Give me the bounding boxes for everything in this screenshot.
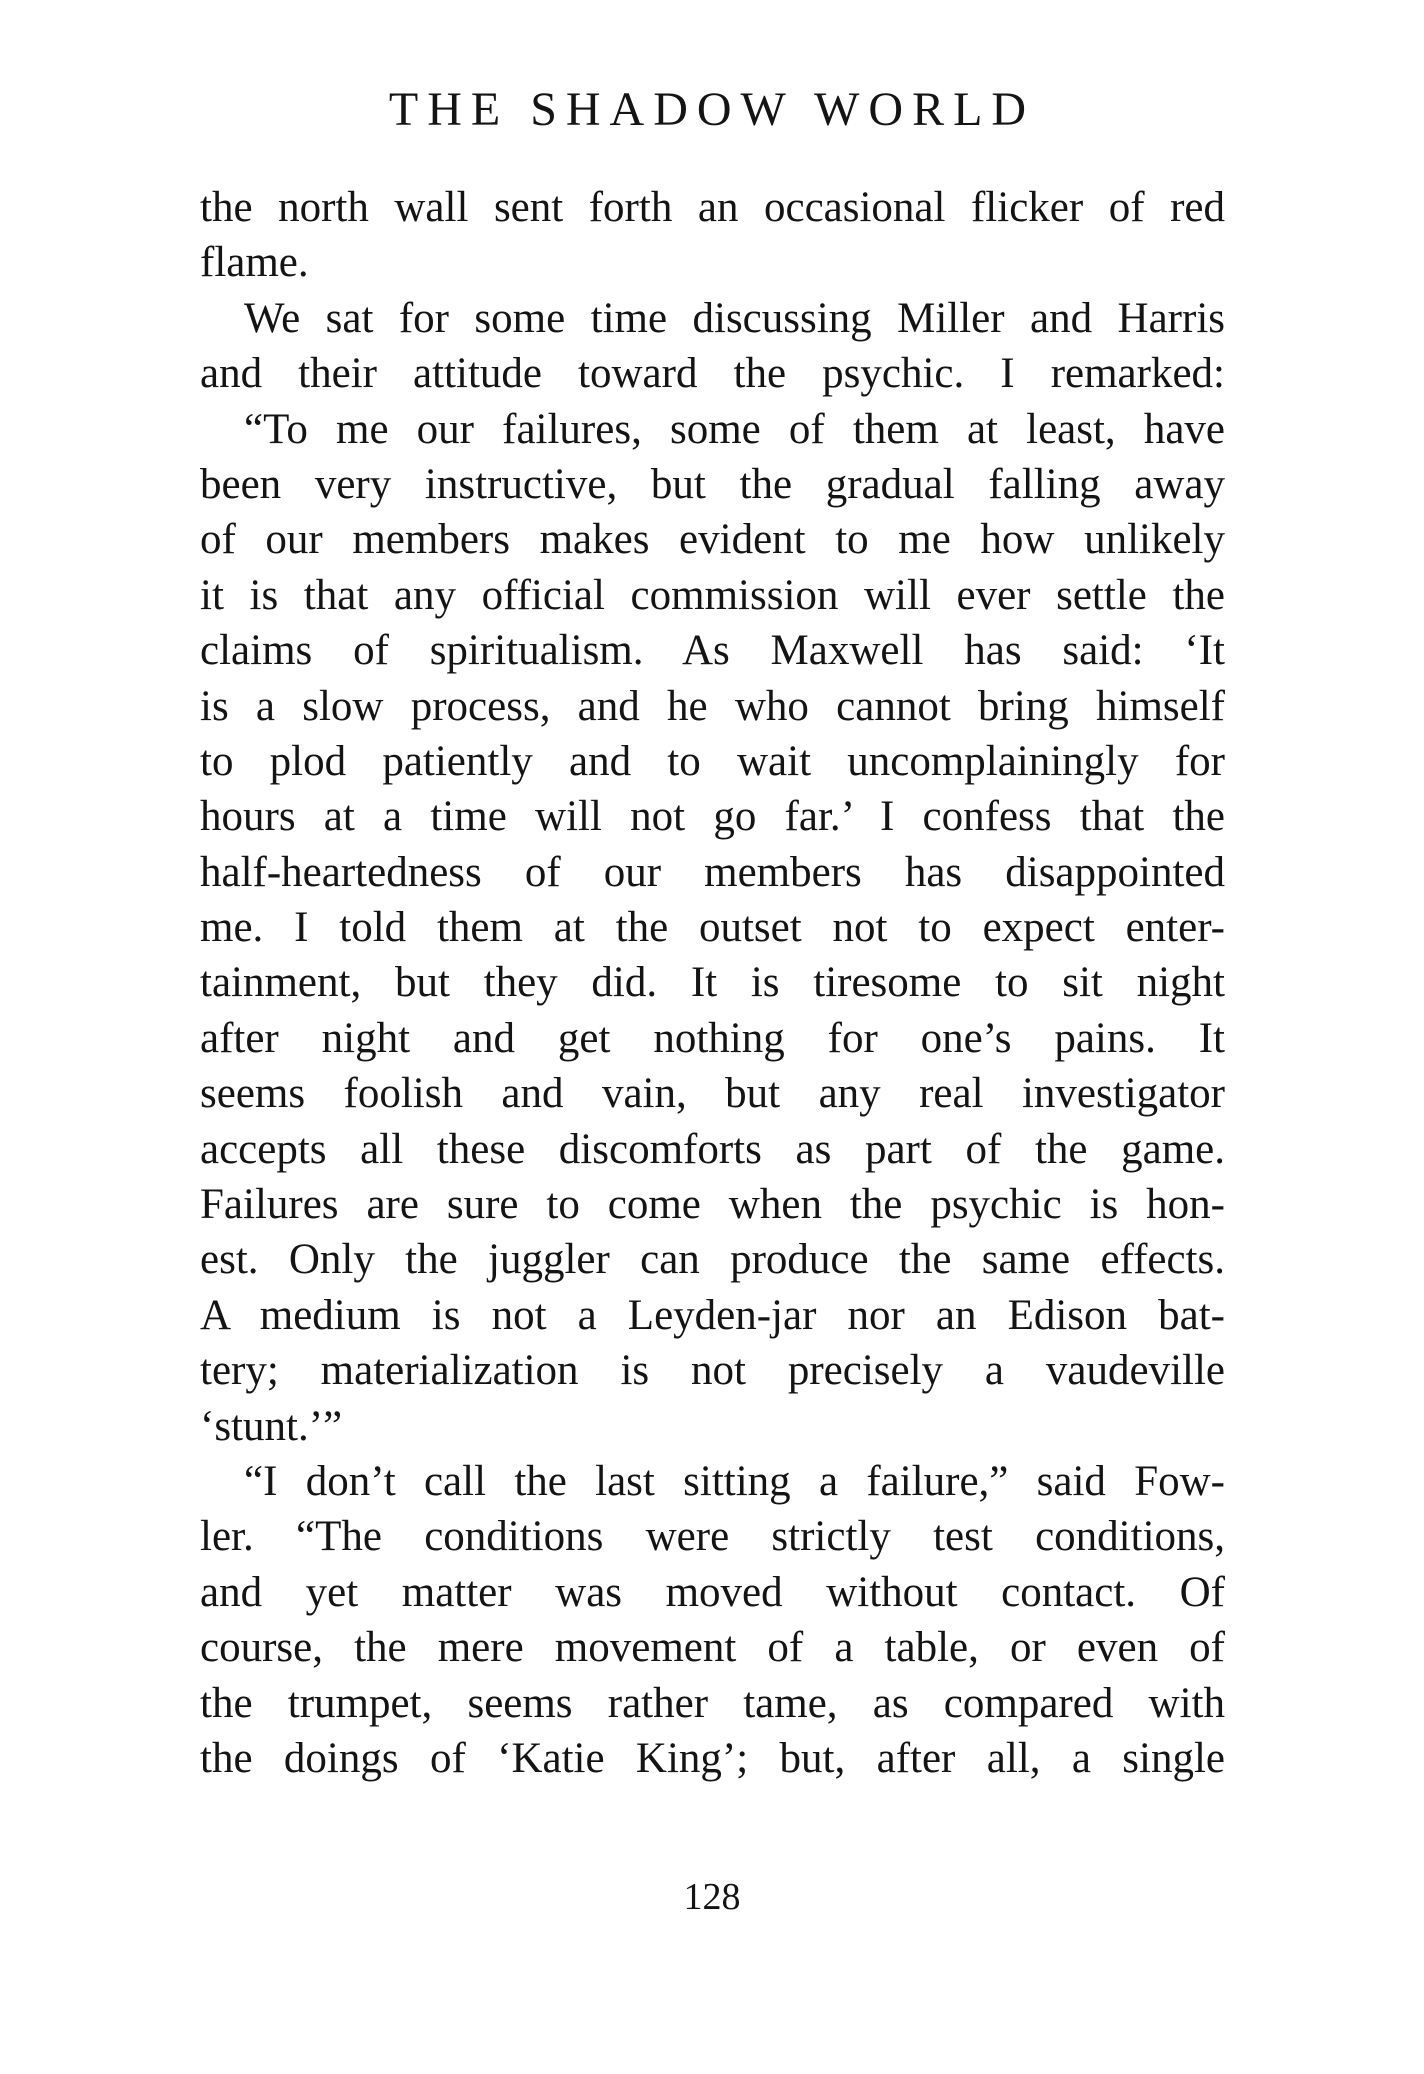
body-text	[200, 180, 1225, 1786]
text-line: “To me our failures, some of them at least, have	[244, 405, 1225, 453]
text-line: and their attitude toward the psychic. I remarked:	[200, 350, 1225, 398]
text-line: “I don’t call the last sitting a failure,” said Fow-	[244, 1457, 1225, 1505]
text-line: claims of spiritualism. As Maxwell has said: ‘It	[200, 627, 1225, 675]
text-line: the north wall sent forth an occasional flicker of red	[200, 184, 1225, 231]
text-line: after night and get nothing for one’s pains. It	[200, 1014, 1225, 1062]
text-line: hours at a time will not go far.’ I confess that the	[200, 793, 1225, 841]
text-line: ler. “The conditions were strictly test conditions,	[200, 1513, 1225, 1561]
text-line: of our members makes evident to me how unlikely	[200, 516, 1225, 564]
text-line: course, the mere movement of a table, or even of	[200, 1624, 1225, 1672]
text-line: accepts all these discomforts as part of the game.	[200, 1125, 1225, 1173]
text-line: is a slow process, and he who cannot bring himself	[200, 682, 1225, 730]
text-line: tery; materialization is not precisely a vaudeville	[200, 1347, 1225, 1395]
text-line: flame.	[200, 239, 309, 287]
text-line: the trumpet, seems rather tame, as compared with	[200, 1679, 1225, 1727]
text-line: been very instructive, but the gradual falling away	[200, 460, 1225, 508]
text-line: tainment, but they did. It is tiresome to sit night	[200, 959, 1225, 1007]
text-line: A medium is not a Leyden-jar nor an Edison bat-	[200, 1291, 1225, 1339]
text-line: Failures are sure to come when the psychic is hon-	[200, 1181, 1225, 1229]
text-line: to plod patiently and to wait uncomplainingly for	[200, 737, 1225, 785]
text-line: est. Only the juggler can produce the same effects.	[200, 1236, 1225, 1284]
text-line: We sat for some time discussing Miller and Harris	[244, 294, 1225, 342]
text-line: it is that any official commission will ever settle the	[200, 571, 1225, 619]
text-line: and yet matter was moved without contact. Of	[200, 1568, 1225, 1616]
text-line: the doings of ‘Katie King’; but, after all, a single	[200, 1734, 1225, 1782]
running-head: THE SHADOW WORLD	[388, 83, 1036, 136]
text-line: half-heartedness of our members has disappointed	[200, 848, 1225, 896]
page-number: 128	[683, 1876, 741, 1918]
text-line: seems foolish and vain, but any real investigator	[200, 1070, 1225, 1118]
text-line: me. I told them at the outset not to expect enter-	[200, 904, 1225, 952]
text-line: ‘stunt.’”	[200, 1402, 343, 1450]
